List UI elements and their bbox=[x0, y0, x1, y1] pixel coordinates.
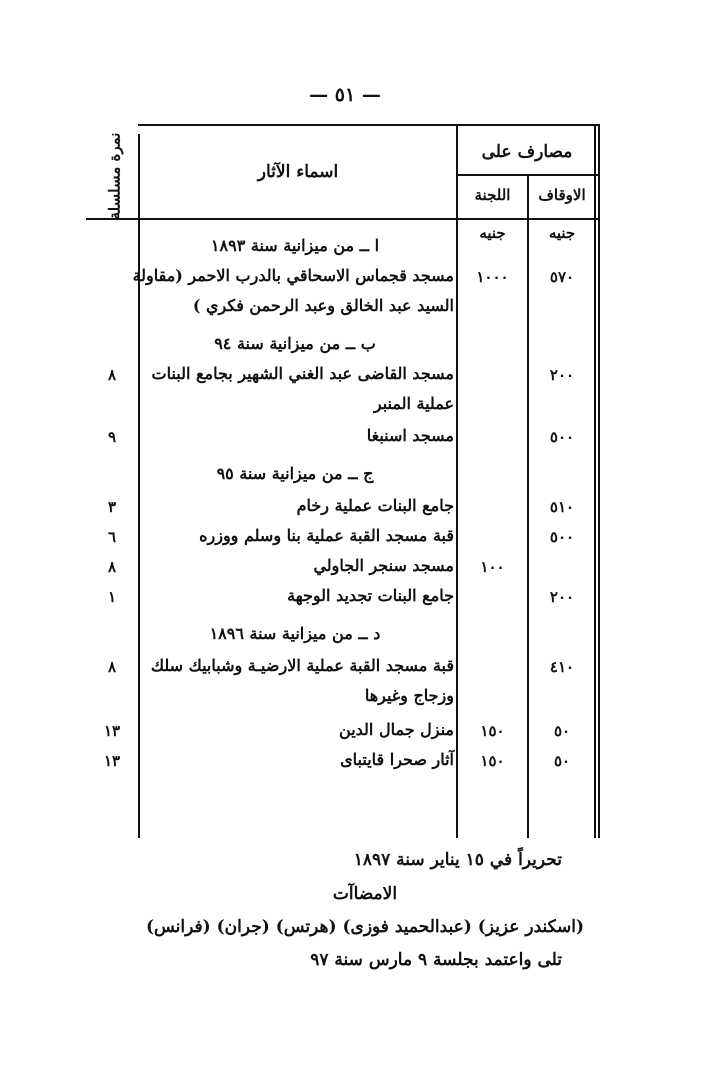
monument-name: جامع البنات عملية رخام bbox=[296, 496, 454, 515]
budget-section-heading: ج ــ من ميزانية سنة ٩٥ bbox=[216, 464, 374, 483]
monument-name: قبة مسجد القبة عملية الارضيـة وشبابيك سلك bbox=[150, 656, 454, 675]
unit-awqaf: جنيه bbox=[548, 224, 576, 242]
amount-awqaf: ٥٠٠ bbox=[549, 428, 575, 446]
budget-section-heading: د ــ من ميزانية سنة ١٨٩٦ bbox=[209, 624, 381, 643]
serial-number: ٦ bbox=[107, 528, 117, 546]
monument-name: منزل جمال الدين bbox=[339, 720, 454, 739]
amount-awqaf: ٢٠٠ bbox=[549, 366, 575, 384]
amount-committee: ١٠٠ bbox=[480, 558, 505, 576]
monument-description-continued: وزجاج وغيرها bbox=[364, 686, 454, 705]
header-monument-names: اسماء الآثار bbox=[257, 162, 339, 182]
unit-committee: جنيه bbox=[479, 224, 506, 242]
monument-name: جامع البنات تجديد الوجهة bbox=[287, 586, 454, 605]
amount-awqaf: ٥٠ bbox=[553, 722, 571, 740]
serial-number: ٣ bbox=[107, 498, 117, 516]
monument-name: مسجد قجماس الاسحاقي بالدرب الاحمر (مقاولة bbox=[132, 266, 454, 285]
budget-section-heading: ا ــ من ميزانية سنة ١٨٩٣ bbox=[210, 236, 380, 255]
header-expenses: مصارف على bbox=[481, 142, 573, 162]
amount-awqaf: ٤١٠ bbox=[549, 658, 575, 676]
serial-number: ١ bbox=[107, 588, 117, 606]
monument-name: مسجد اسنبغا bbox=[366, 426, 454, 445]
page-number: — ٥١ — bbox=[309, 84, 381, 106]
table-body bbox=[84, 124, 600, 840]
monument-description-continued: عملية المنبر bbox=[373, 394, 454, 413]
monument-name: قبة مسجد القبة عملية بنا وسلم ووزره bbox=[199, 526, 454, 545]
footer-signatures-label: الامضاآت bbox=[332, 884, 398, 904]
header-awqaf: الاوقاف bbox=[538, 186, 586, 204]
amount-awqaf: ٥٧٠ bbox=[549, 268, 575, 286]
serial-number: ٩ bbox=[107, 428, 117, 446]
amount-awqaf: ٥٠ bbox=[553, 752, 571, 770]
header-serial-label: نمرة مسلسلة bbox=[105, 132, 124, 220]
footer-signatories: (اسكندر عزيز) (عبدالحميد فوزى) (هرتس) (جران) (فرانس) bbox=[145, 917, 585, 937]
header-committee: اللجنة bbox=[474, 186, 511, 204]
budget-section-heading: ب ــ من ميزانية سنة ٩٤ bbox=[214, 334, 376, 353]
monument-description-continued: السيد عبد الخالق وعبد الرحمن فكري ) bbox=[192, 296, 454, 315]
amount-committee: ١٥٠ bbox=[480, 752, 505, 770]
monument-name: مسجد القاضى عبد الغني الشهير بجامع البنات bbox=[151, 364, 454, 383]
monument-name: آثار صحرا قايتباى bbox=[340, 750, 454, 769]
amount-committee: ١٠٠٠ bbox=[476, 268, 509, 286]
expenses-table bbox=[84, 124, 600, 840]
footer-approval-note: تلى واعتمد بجلسة ٩ مارس سنة ٩٧ bbox=[310, 950, 562, 970]
amount-awqaf: ٥١٠ bbox=[549, 498, 575, 516]
amount-awqaf: ٥٠٠ bbox=[549, 528, 575, 546]
serial-number: ١٣ bbox=[103, 752, 121, 770]
monument-name: مسجد سنجر الجاولي bbox=[313, 556, 454, 575]
serial-number: ١٣ bbox=[103, 722, 121, 740]
serial-number: ٨ bbox=[107, 366, 117, 384]
amount-awqaf: ٢٠٠ bbox=[549, 588, 575, 606]
footer-date: تحريراً في ١٥ يناير سنة ١٨٩٧ bbox=[353, 850, 562, 870]
amount-committee: ١٥٠ bbox=[480, 722, 505, 740]
serial-number: ٨ bbox=[107, 558, 117, 576]
serial-number: ٨ bbox=[107, 658, 117, 676]
